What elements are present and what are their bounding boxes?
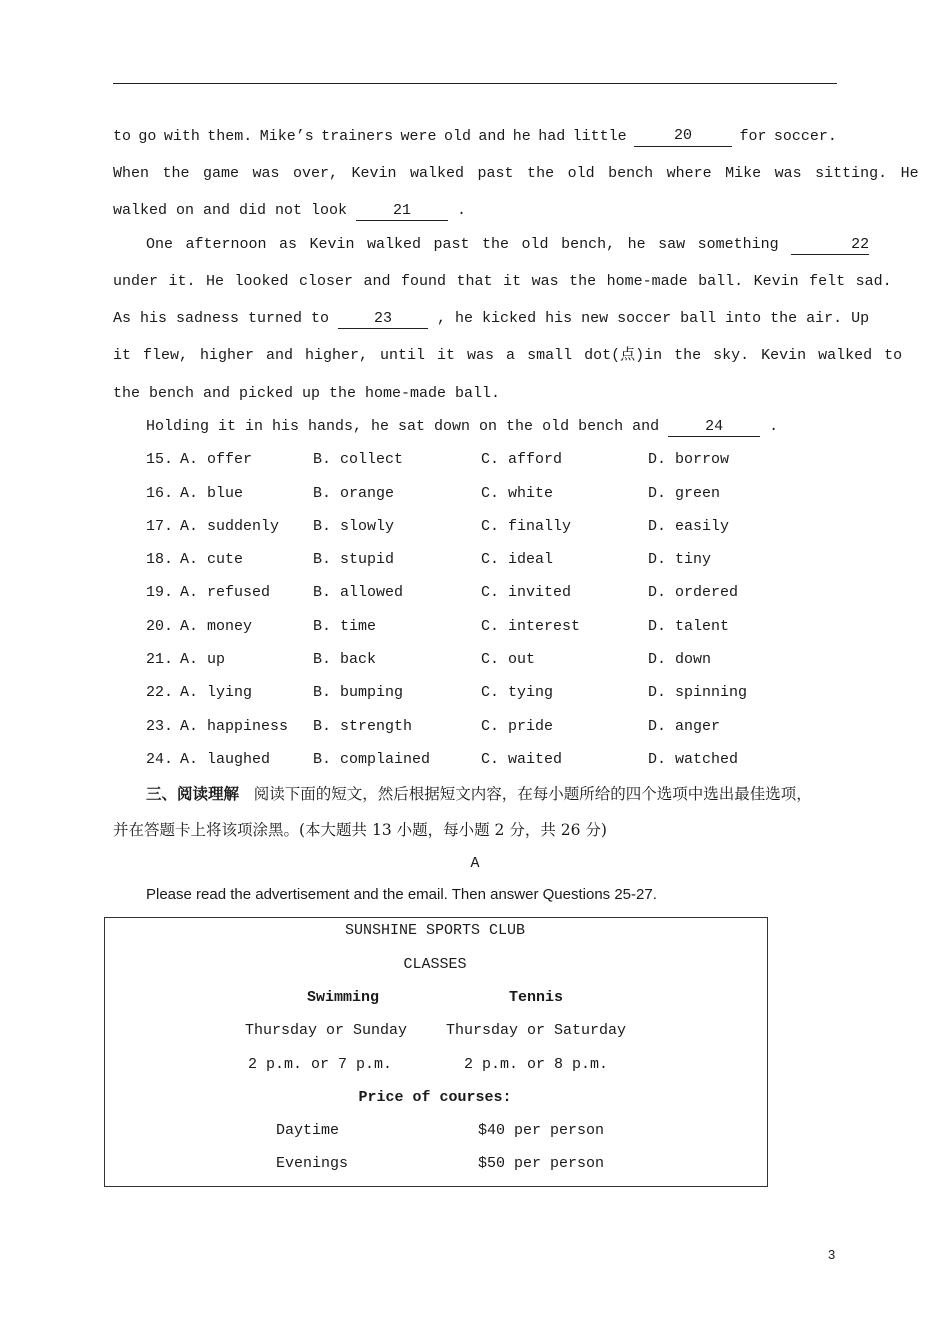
word: and — [478, 128, 506, 145]
question-number: 18. — [146, 551, 174, 568]
reading-prompt: Please read the advertisement and the email. Then answer Questions 25-27. — [146, 886, 657, 903]
option-b[interactable]: B. allowed — [313, 584, 404, 601]
option-d[interactable]: D. borrow — [648, 451, 730, 468]
question-number: 17. — [146, 518, 174, 535]
option-a[interactable]: A. lying — [180, 684, 253, 701]
question-number: 16. — [146, 485, 174, 502]
option-b[interactable]: B. time — [313, 618, 377, 635]
passage-line-8: the bench and picked up the home-made ball. — [113, 385, 501, 402]
text: One afternoon as Kevin walked past the old bench, he saw something — [146, 236, 792, 253]
option-d[interactable]: D. green — [648, 485, 721, 502]
option-b[interactable]: B. bumping — [313, 684, 404, 701]
part-label: A — [470, 855, 480, 872]
section-3-instruction-line-1 — [146, 784, 812, 804]
option-d[interactable]: D. watched — [648, 751, 739, 768]
question-number: 19. — [146, 584, 174, 601]
option-b[interactable]: B. strength — [313, 718, 413, 735]
option-a[interactable]: A. cute — [180, 551, 244, 568]
tennis-days: Thursday or Saturday — [445, 1022, 627, 1039]
word: were — [400, 128, 437, 145]
passage-line-6 — [113, 309, 869, 329]
word: to — [113, 128, 132, 145]
option-b[interactable]: B. complained — [313, 751, 431, 768]
option-d[interactable]: D. easily — [648, 518, 730, 535]
swimming-days: Thursday or Sunday — [244, 1022, 408, 1039]
passage-line-9 — [146, 417, 778, 437]
section-3-heading: 三、阅读理解 — [146, 784, 240, 803]
word: soccer. — [773, 128, 837, 145]
option-d[interactable]: D. spinning — [648, 684, 748, 701]
word: with — [163, 128, 200, 145]
option-a[interactable]: A. up — [180, 651, 226, 668]
word: go — [138, 128, 157, 145]
word: Mike’s — [259, 128, 314, 145]
option-a[interactable]: A. money — [180, 618, 253, 635]
passage-line-2: When the game was over, Kevin walked past the old bench where Mike was sitting. He — [113, 165, 919, 182]
word: trainers — [321, 128, 394, 145]
question-number: 21. — [146, 651, 174, 668]
option-a[interactable]: A. suddenly — [180, 518, 280, 535]
option-d[interactable]: D. talent — [648, 618, 730, 635]
blank-20: 20 — [634, 127, 732, 147]
option-d[interactable]: D. ordered — [648, 584, 739, 601]
option-c[interactable]: C. pride — [481, 718, 554, 735]
question-number: 24. — [146, 751, 174, 768]
daytime-label: Daytime — [276, 1122, 340, 1139]
option-c[interactable]: C. tying — [481, 684, 554, 701]
blank-23: 23 — [338, 310, 428, 329]
swimming-heading: Swimming — [306, 989, 379, 1006]
question-number: 15. — [146, 451, 174, 468]
option-d[interactable]: D. anger — [648, 718, 721, 735]
word: had — [538, 128, 566, 145]
blank-21: 21 — [356, 202, 448, 221]
option-c[interactable]: C. white — [481, 485, 554, 502]
option-c[interactable]: C. invited — [481, 584, 572, 601]
option-b[interactable]: B. orange — [313, 485, 395, 502]
passage-line-7: it flew, higher and higher, until it was a small dot(点)in the sky. Kevin walked to — [113, 347, 903, 364]
section-3-instruction-line-2: 并在答题卡上将该项涂黑。(本大题共 13 小题，每小题 2 分，共 26 分) — [113, 821, 607, 839]
price-heading: Price of courses: — [358, 1089, 512, 1106]
word: he — [512, 128, 531, 145]
option-a[interactable]: A. offer — [180, 451, 253, 468]
question-number: 20. — [146, 618, 174, 635]
option-a[interactable]: A. refused — [180, 584, 271, 601]
option-b[interactable]: B. back — [313, 651, 377, 668]
daytime-price: $40 per person — [478, 1122, 605, 1139]
text: . — [760, 418, 779, 435]
option-c[interactable]: C. afford — [481, 451, 563, 468]
word: old — [443, 128, 471, 145]
option-a[interactable]: A. laughed — [180, 751, 271, 768]
ad-subtitle: CLASSES — [403, 956, 467, 973]
word: little — [572, 128, 627, 145]
option-c[interactable]: C. out — [481, 651, 536, 668]
swimming-times: 2 p.m. or 7 p.m. — [247, 1056, 393, 1073]
blank-22: 22 — [791, 236, 869, 255]
text: Holding it in his hands, he sat down on the old bench and — [146, 418, 669, 435]
question-number: 22. — [146, 684, 174, 701]
option-c[interactable]: C. ideal — [481, 551, 554, 568]
evenings-price: $50 per person — [478, 1155, 605, 1172]
passage-line-5: under it. He looked closer and found that it was the home-made ball. Kevin felt sad. — [113, 273, 892, 290]
tennis-times: 2 p.m. or 8 p.m. — [463, 1056, 609, 1073]
ad-title: SUNSHINE SPORTS CLUB — [344, 922, 526, 939]
text: . — [448, 202, 467, 219]
option-a[interactable]: A. blue — [180, 485, 244, 502]
instruction-text: 阅读下面的短文，然后根据短文内容，在每小题所给的四个选项中选出最佳选项， — [253, 785, 812, 803]
option-c[interactable]: C. finally — [481, 518, 572, 535]
text: , he kicked his new soccer ball into the air. Up — [428, 310, 870, 327]
question-number: 23. — [146, 718, 174, 735]
evenings-label: Evenings — [276, 1155, 349, 1172]
option-a[interactable]: A. happiness — [180, 718, 289, 735]
option-b[interactable]: B. stupid — [313, 551, 395, 568]
header-rule — [113, 83, 837, 84]
option-c[interactable]: C. interest — [481, 618, 581, 635]
text: As his sadness turned to — [113, 310, 339, 327]
option-d[interactable]: D. down — [648, 651, 712, 668]
tennis-heading: Tennis — [508, 989, 563, 1006]
passage-line-4 — [146, 235, 869, 255]
word: them. — [207, 128, 253, 145]
passage-line-1 — [113, 127, 837, 147]
page-number: 3 — [828, 1247, 836, 1262]
word: for — [739, 128, 767, 145]
passage-line-3 — [113, 201, 466, 221]
option-c[interactable]: C. waited — [481, 751, 563, 768]
option-d[interactable]: D. tiny — [648, 551, 712, 568]
text: walked on and did not look — [113, 202, 357, 219]
option-b[interactable]: B. collect — [313, 451, 404, 468]
blank-24: 24 — [668, 418, 760, 437]
option-b[interactable]: B. slowly — [313, 518, 395, 535]
